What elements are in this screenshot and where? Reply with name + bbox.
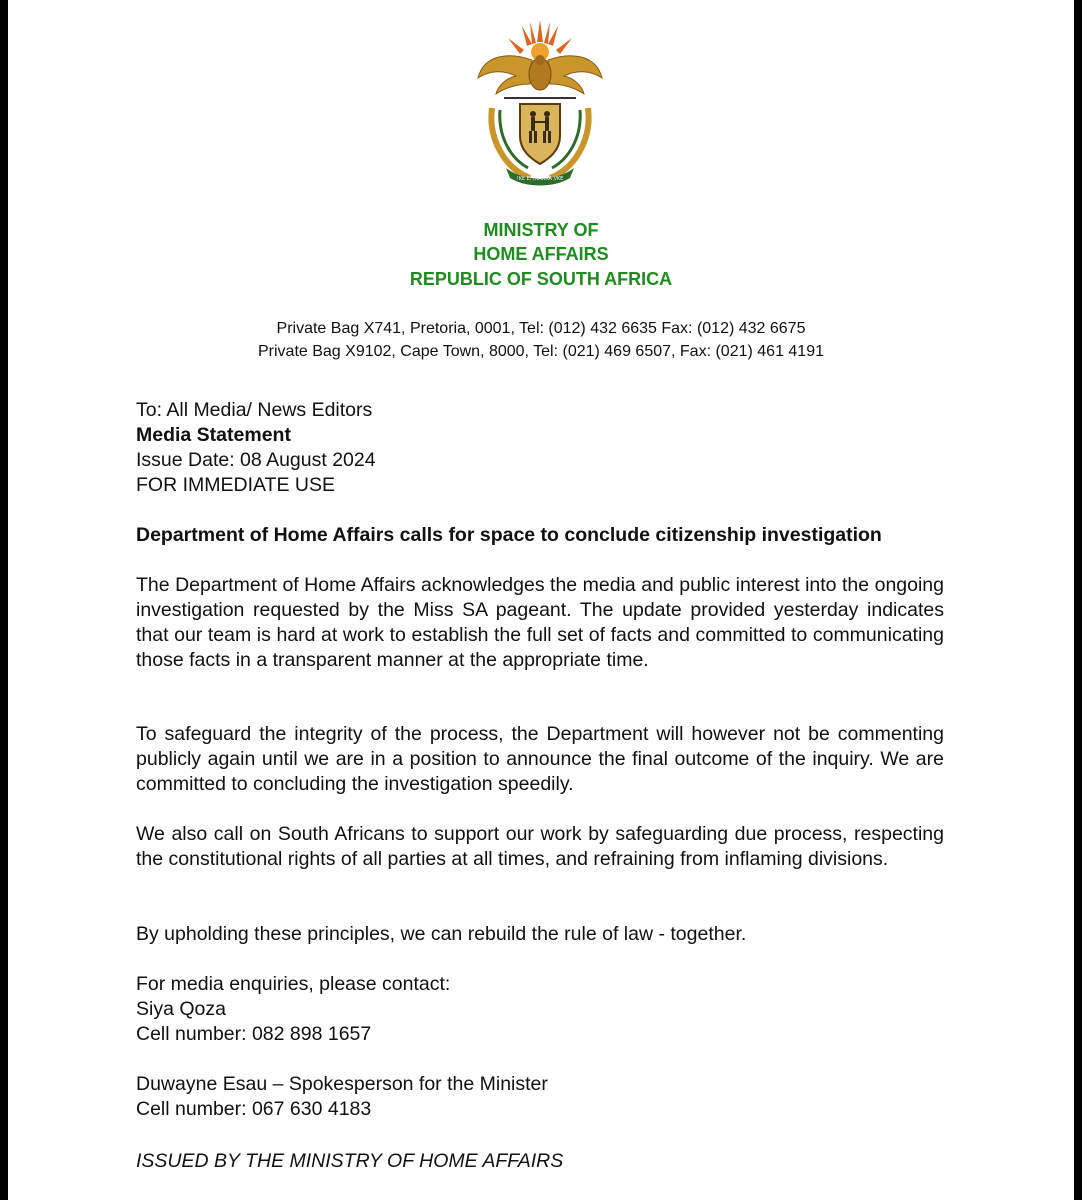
memo-to: To: All Media/ News Editors (136, 399, 373, 421)
paragraph-1: The Department of Home Affairs acknowledges the media and public interest into the ongoing investigation requested by the Miss SA pageant. The update provided yesterday indicates that our team is hard at work to establish the full set of facts and committed to communicating those facts in a transparent manner at the appropriate time. (136, 574, 944, 671)
right-border (1074, 0, 1082, 1200)
left-border (0, 0, 8, 1200)
contact-intro: For media enquiries, please contact: (136, 973, 451, 995)
ministry-line-2: HOME AFFAIRS (473, 244, 609, 264)
memo-issue-date: Issue Date: 08 August 2024 (136, 449, 376, 471)
memo-use: FOR IMMEDIATE USE (136, 474, 335, 496)
paragraph-4: By upholding these principles, we can rebuild the rule of law - together. (136, 923, 747, 945)
paragraph-3: We also call on South Africans to support our work by safeguarding due process, respecting the constitutional rights of all parties at all times, and refraining from inflaming divisions. (136, 823, 944, 870)
issued-by-footer: ISSUED BY THE MINISTRY OF HOME AFFAIRS (136, 1150, 564, 1172)
ministry-line-1: MINISTRY OF (483, 220, 599, 240)
contact2-name: Duwayne Esau – Spokesperson for the Minister (136, 1073, 548, 1095)
emblem-motto: !KE E: /XARRA //KE (516, 176, 564, 182)
address-pretoria: Private Bag X741, Pretoria, 0001, Tel: (012) 432 6635 Fax: (012) 432 6675 (276, 320, 806, 337)
contact2-cell: Cell number: 067 630 4183 (136, 1098, 372, 1120)
coat-of-arms-emblem (470, 18, 610, 188)
address-cape-town: Private Bag X9102, Cape Town, 8000, Tel: (021) 469 6507, Fax: (021) 461 4191 (257, 343, 824, 360)
contact1-name: Siya Qoza (136, 998, 226, 1020)
contact1-cell: Cell number: 082 898 1657 (136, 1023, 372, 1045)
paragraph-2: To safeguard the integrity of the process, the Department will however not be commenting publicly again until we are in a position to announce the final outcome of the inquiry. We are committed to concluding the investigation speedily. (136, 723, 944, 795)
statement-title: Department of Home Affairs calls for space to conclude citizenship investigation (136, 524, 882, 546)
ministry-line-3: REPUBLIC OF SOUTH AFRICA (409, 269, 673, 289)
memo-type: Media Statement (136, 424, 291, 446)
